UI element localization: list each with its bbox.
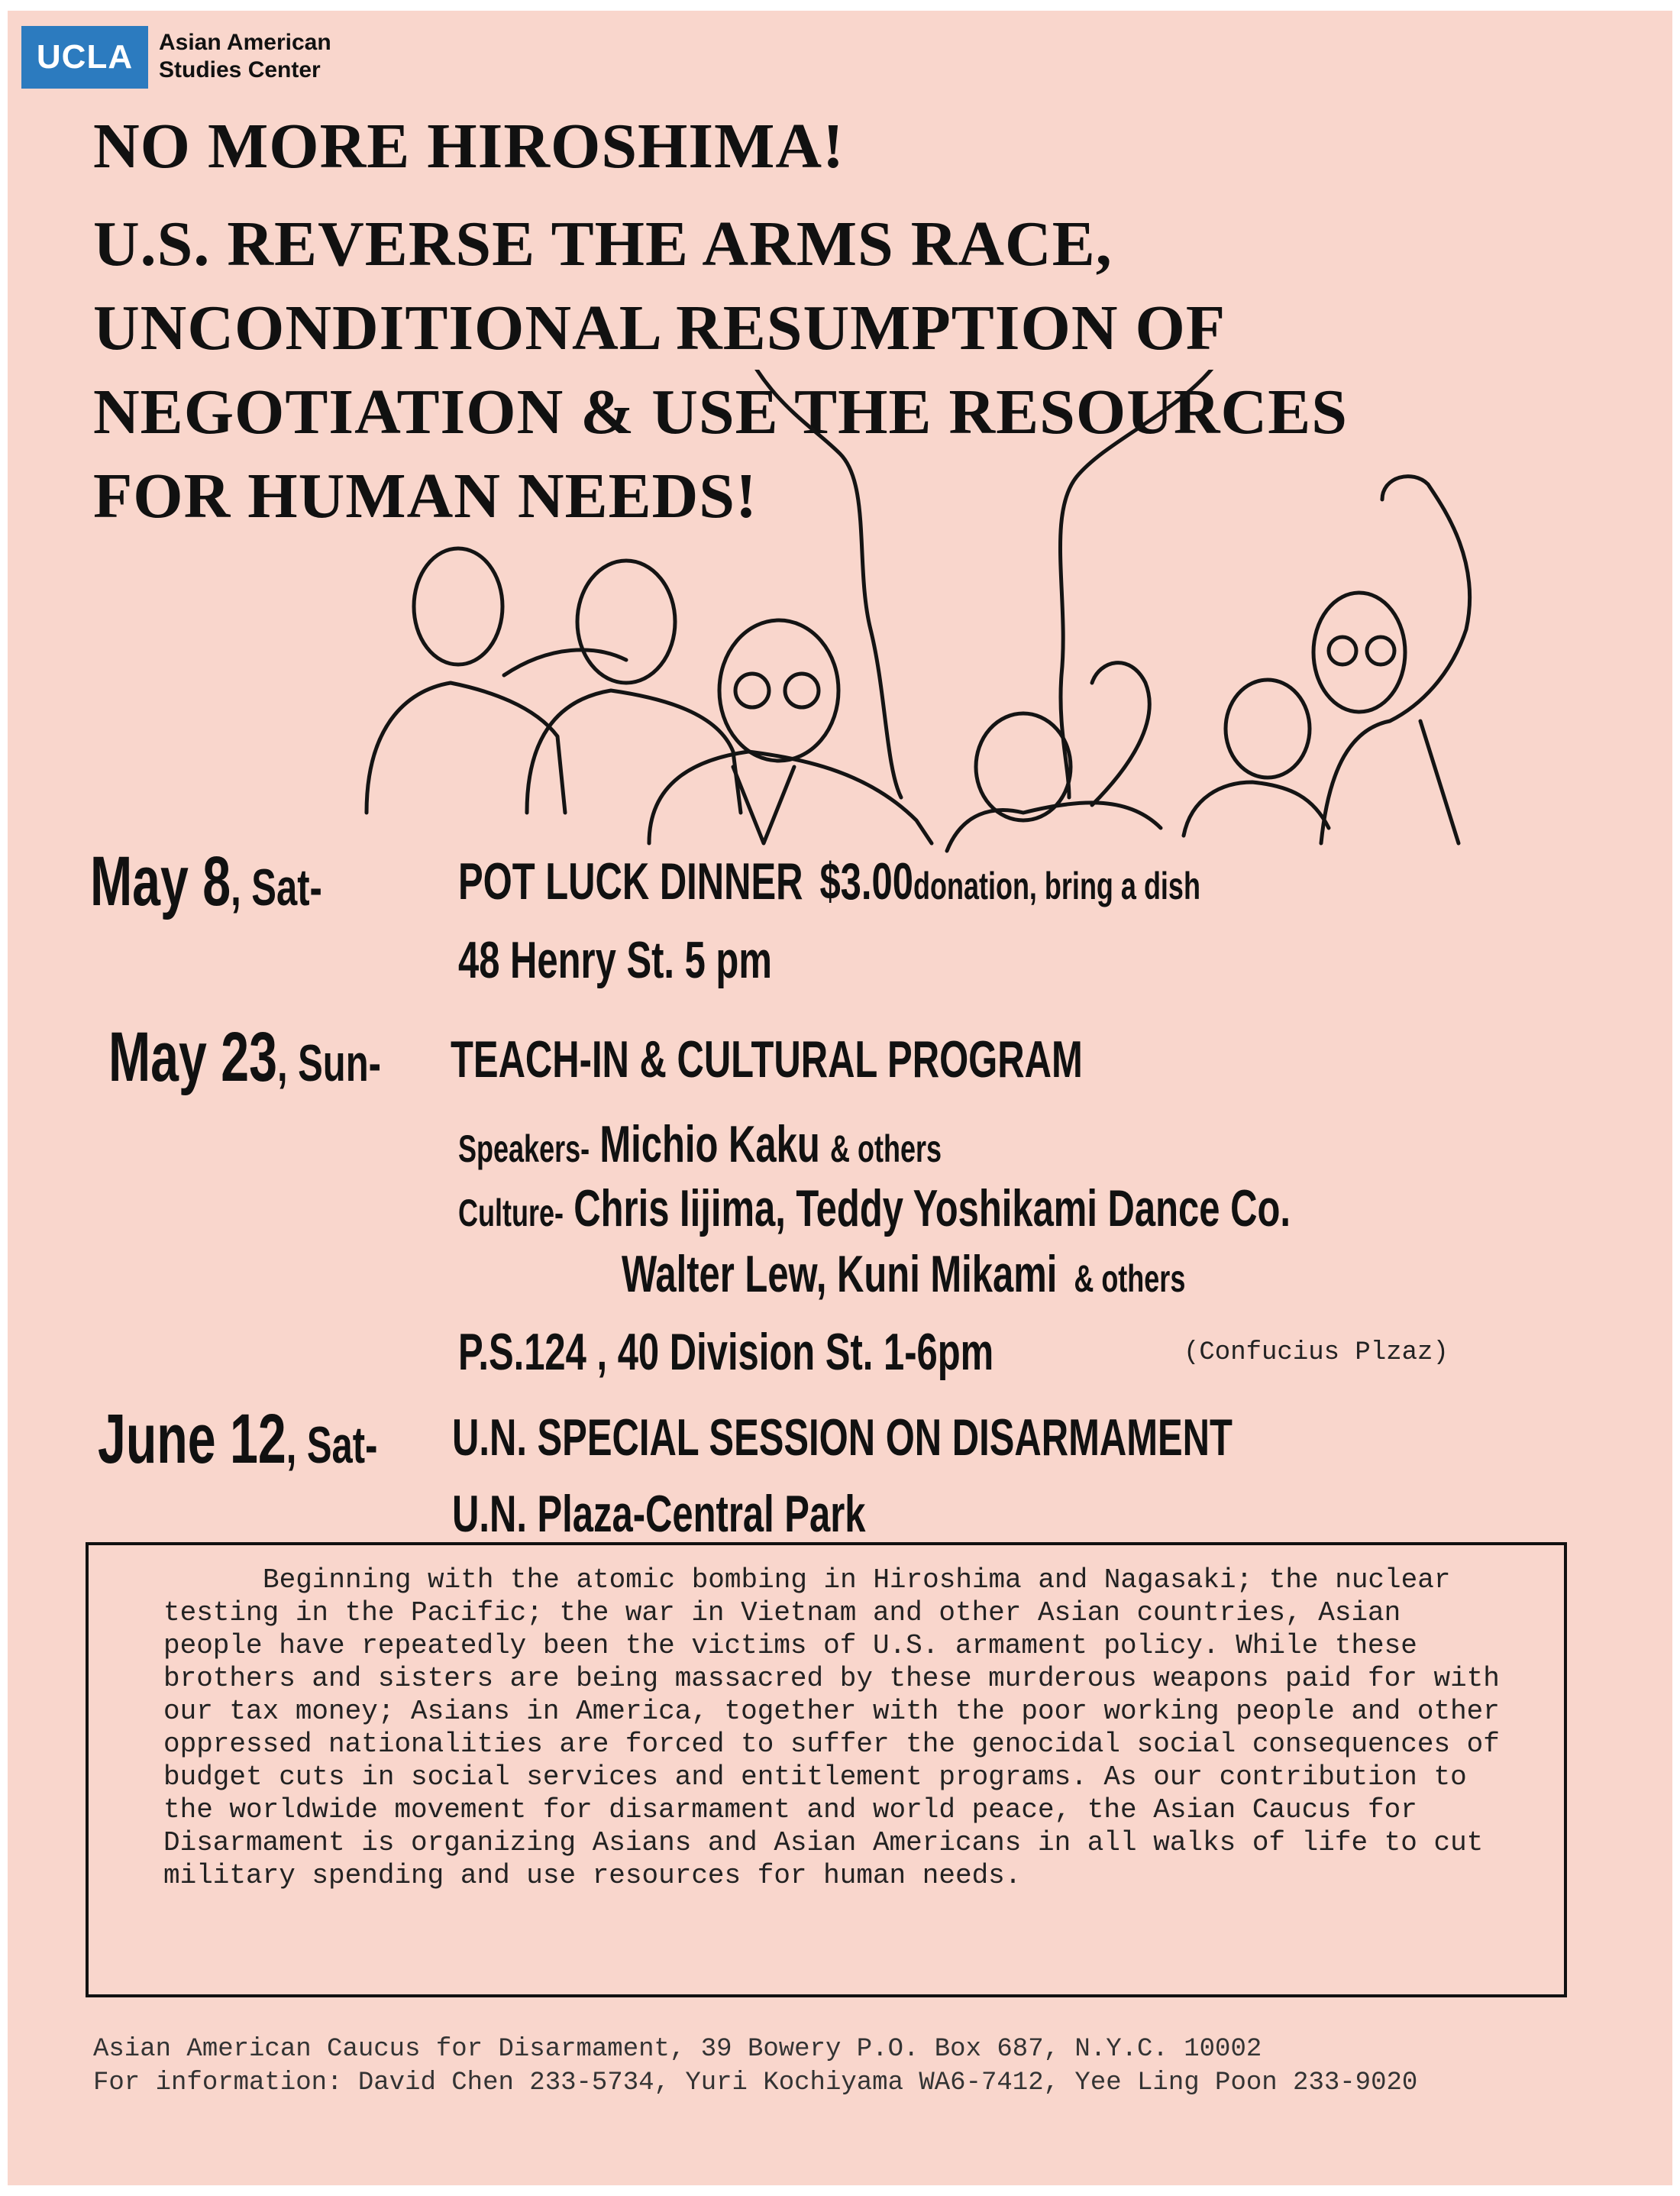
event-june12-title: U.N. SPECIAL SESSION ON DISARMAMENT bbox=[452, 1408, 1233, 1467]
figure-3-collar bbox=[733, 767, 794, 843]
statement-text: Beginning with the atomic bombing in Hiroshima and Nagasaki; the nuclear testing in the Pacific; the war in Vietnam and other Asian countries, Asian people have repeatedly been the victims of U.S. armament policy. While these brothers and sisters are being massacred by these murderous weapons paid for with our tax money; Asians in America, together with the poor working people and other oppressed nationalities are forced to suffer the genocidal social consequences of budget cuts in social services and entitlement programs. As our contribution to the worldwide movement for disarmament and world peace, the Asian Caucus for Disarmament is organizing Asians and Asian Americans in all walks of life to cut military spending and use resources for human needs. bbox=[163, 1564, 1500, 1891]
culture-names-2: Walter Lew, Kuni Mikami bbox=[622, 1245, 1058, 1303]
event-may23-day: , Sun- bbox=[276, 1034, 381, 1092]
event-may23-speakers bbox=[458, 1115, 942, 1173]
headline-line-1: NO MORE HIROSHIMA! bbox=[93, 111, 845, 182]
center-name-line2: Studies Center bbox=[159, 57, 321, 82]
event-may23-location-note: (Confucius Plzaz) bbox=[1184, 1338, 1449, 1367]
figure-6-glasses-left bbox=[1329, 637, 1356, 665]
protest-crowd-illustration bbox=[336, 370, 1558, 859]
figure-2-head bbox=[577, 561, 675, 683]
event-may8-date: May 8 bbox=[90, 843, 231, 920]
figure-5-head bbox=[1226, 680, 1310, 778]
statement-box bbox=[86, 1542, 1567, 1997]
figure-3-glasses-left bbox=[735, 674, 769, 707]
event-may8-location: 48 Henry St. 5 pm bbox=[458, 931, 772, 989]
event-june12-date: June 12 bbox=[98, 1400, 286, 1478]
event-may23-location: P.S.124 , 40 Division St. 1-6pm bbox=[458, 1323, 994, 1381]
headline-line-5: FOR HUMAN NEEDS! bbox=[93, 461, 758, 532]
footer-address: Asian American Caucus for Disarmament, 39 Bowery P.O. Box 687, N.Y.C. 10002 bbox=[93, 2035, 1262, 2064]
culture-extra: & others bbox=[1074, 1257, 1186, 1300]
ucla-logo: UCLA bbox=[21, 26, 148, 89]
speakers-label: Speakers- bbox=[458, 1127, 590, 1170]
figure-1-head bbox=[414, 548, 502, 665]
event-may23-date: May 23 bbox=[108, 1018, 277, 1096]
smoke-line-right bbox=[1060, 370, 1237, 797]
center-name bbox=[159, 29, 388, 84]
figure-1-arm bbox=[504, 650, 626, 675]
culture-names: Chris Iijima, Teddy Yoshikami Dance Co. bbox=[573, 1179, 1291, 1237]
speakers-name: Michio Kaku bbox=[599, 1115, 820, 1173]
headline-line-2: U.S. REVERSE THE ARMS RACE, bbox=[93, 209, 1113, 280]
event-may8-heading bbox=[90, 843, 322, 920]
event-june12-location: U.N. Plaza-Central Park bbox=[452, 1485, 866, 1543]
culture-label: Culture- bbox=[458, 1192, 564, 1234]
event-may23-heading bbox=[108, 1019, 381, 1095]
event-may8-price: $3.00 bbox=[819, 852, 913, 910]
figure-3-body bbox=[649, 752, 932, 843]
headline-line-4: NEGOTIATION & USE THE RESOURCES bbox=[93, 377, 1348, 448]
event-may8-title: POT LUCK DINNER bbox=[458, 852, 803, 910]
event-may23-culture-continued bbox=[622, 1245, 1185, 1303]
event-may23-title: TEACH-IN & CULTURAL PROGRAM bbox=[451, 1030, 1083, 1088]
headline-line-3: UNCONDITIONAL RESUMPTION OF bbox=[93, 293, 1226, 364]
event-may8-details bbox=[458, 852, 1200, 910]
event-may8-day: , Sat- bbox=[231, 859, 322, 917]
figure-4-raised-fist bbox=[1092, 663, 1149, 805]
figure-5-body bbox=[1184, 782, 1329, 836]
figure-6-torso bbox=[1420, 721, 1459, 843]
figure-6-glasses-right bbox=[1367, 637, 1394, 665]
event-may23-culture bbox=[458, 1179, 1291, 1237]
event-june12-day: , Sat- bbox=[286, 1416, 378, 1474]
figure-6-raised-arm bbox=[1321, 477, 1470, 843]
figure-3-glasses-right bbox=[785, 674, 819, 707]
event-may8-note: donation, bring a dish bbox=[913, 865, 1200, 907]
figure-1-body bbox=[367, 683, 565, 813]
flyer-sheet bbox=[8, 11, 1672, 2185]
center-name-line1: Asian American bbox=[159, 30, 331, 55]
speakers-extra: & others bbox=[830, 1127, 942, 1170]
event-june12-heading bbox=[98, 1401, 377, 1477]
smoke-line-left bbox=[733, 370, 901, 797]
footer-contacts: For information: David Chen 233-5734, Yuri Kochiyama WA6-7412, Yee Ling Poon 233-9020 bbox=[93, 2068, 1418, 2097]
